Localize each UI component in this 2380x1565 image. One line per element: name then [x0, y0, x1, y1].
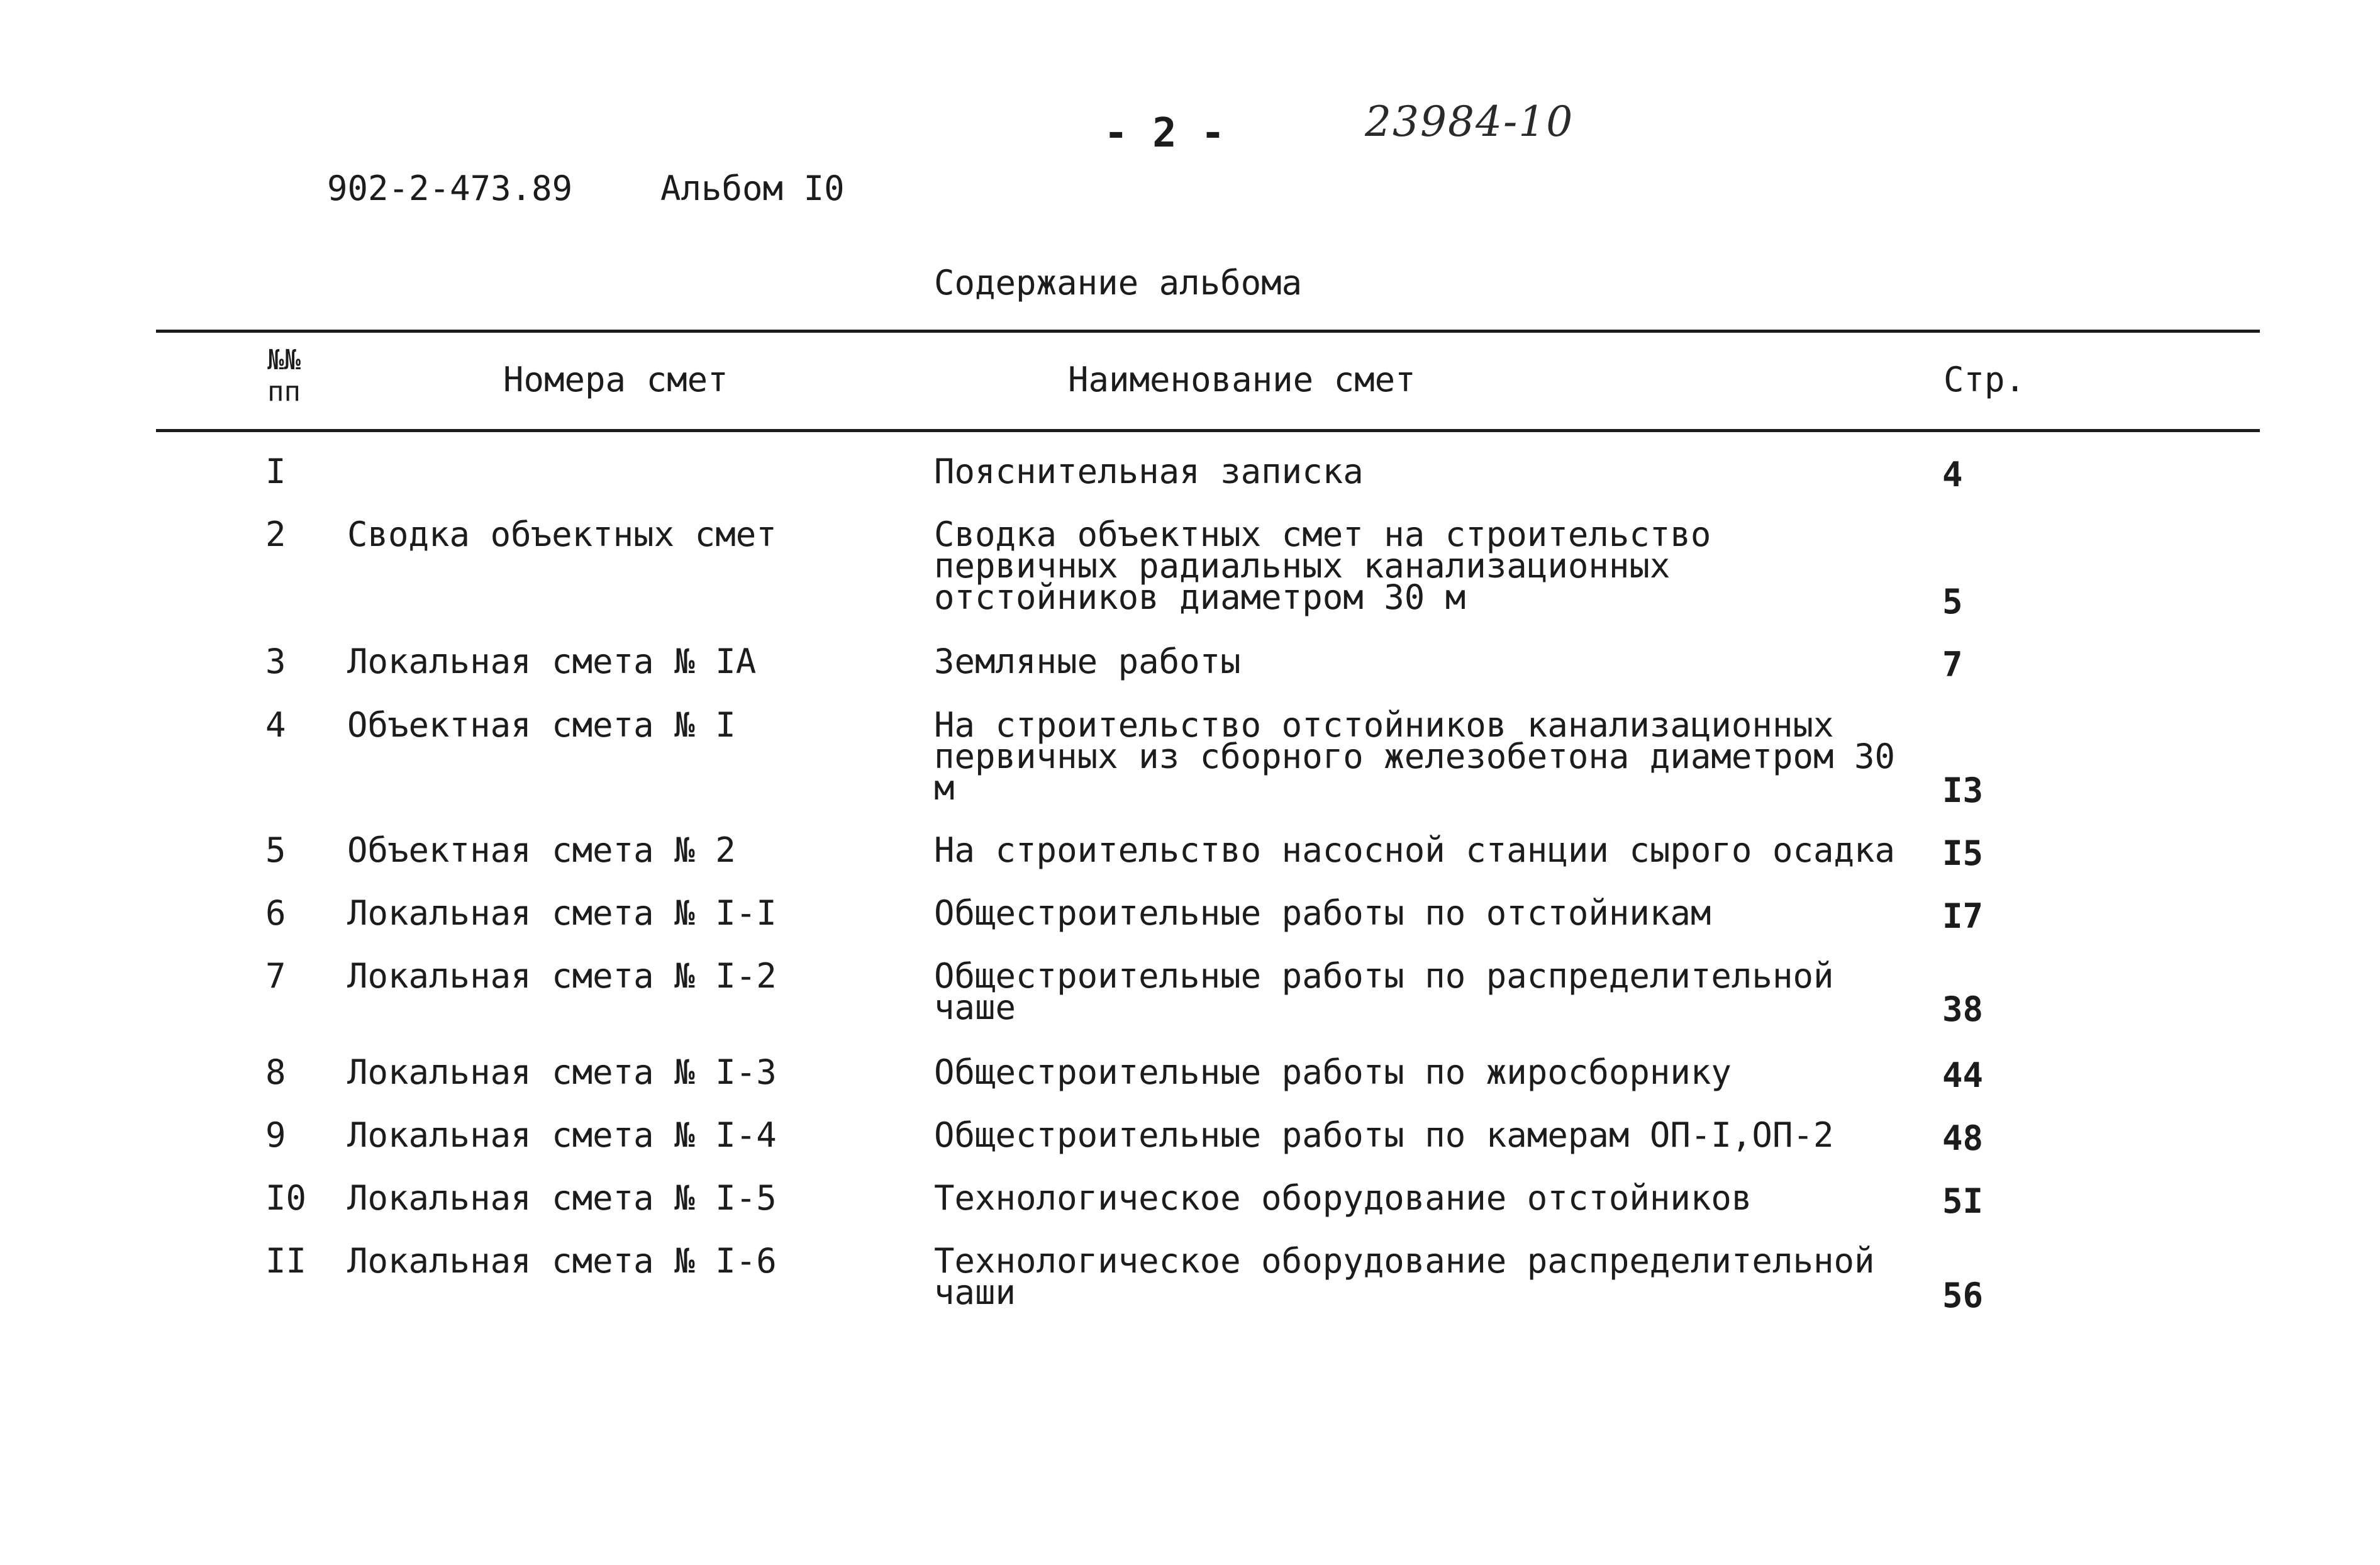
row-2-number: 2	[265, 515, 286, 554]
row-5-name: На строительство насосной станции сырого осадка	[934, 830, 1896, 870]
column-header-number: №№ пп	[267, 344, 301, 408]
row-10-number: I0	[265, 1178, 307, 1218]
row-9-code: Локальная смета № I-4	[347, 1115, 777, 1155]
row-6-name: Общестроительные работы по отстойникам	[934, 893, 1711, 933]
row-1-page: 4	[1942, 455, 1963, 494]
column-header-name: Наименование смет	[1068, 360, 1416, 399]
row-1-number: I	[265, 452, 286, 491]
table-top-rule	[156, 330, 2260, 333]
row-7-number: 7	[265, 956, 286, 996]
row-3-page: 7	[1942, 645, 1963, 684]
row-4-page: I3	[1942, 771, 1984, 810]
handwritten-number: 23984-10	[1365, 97, 1574, 146]
row-8-code: Локальная смета № I-3	[347, 1052, 777, 1092]
row-4-number: 4	[265, 705, 286, 745]
row-2-page: 5	[1942, 582, 1963, 621]
row-3-name: Земляные работы	[934, 642, 1241, 681]
row-11-code: Локальная смета № I-6	[347, 1241, 777, 1281]
row-9-name: Общестроительные работы по камерам ОП-I,ОП-2	[934, 1115, 1834, 1155]
row-7-code: Локальная смета № I-2	[347, 956, 777, 996]
page-number: - 2 -	[1104, 110, 1225, 157]
row-9-number: 9	[265, 1115, 286, 1155]
row-10-page: 5I	[1942, 1181, 1984, 1221]
row-6-number: 6	[265, 893, 286, 933]
row-5-code: Объектная смета № 2	[347, 830, 736, 870]
row-7-page: 38	[1942, 989, 1984, 1029]
row-10-name: Технологическое оборудование отстойников	[934, 1178, 1752, 1218]
row-9-page: 48	[1942, 1118, 1984, 1158]
row-6-code: Локальная смета № I-I	[347, 893, 777, 933]
row-4-name: На строительство отстойников канализационных первичных из сборного железобетона диаметром 30 м	[934, 705, 1896, 808]
row-6-page: I7	[1942, 896, 1984, 936]
row-11-page: 56	[1942, 1276, 1984, 1315]
section-title: Содержание альбома	[934, 263, 1303, 303]
row-4-code: Объектная смета № I	[347, 705, 736, 745]
row-8-page: 44	[1942, 1055, 1984, 1095]
document-code: 902-2-473.89	[327, 169, 573, 208]
row-3-code: Локальная смета № IA	[347, 642, 757, 681]
row-8-number: 8	[265, 1052, 286, 1092]
column-header-code: Номера смет	[503, 360, 728, 399]
row-5-number: 5	[265, 830, 286, 870]
row-2-name: Сводка объектных смет на строительство первичных радиальных канализационных отстойников диаметром 30 м	[934, 515, 1711, 617]
table-header-rule	[156, 429, 2260, 432]
row-3-number: 3	[265, 642, 286, 681]
row-11-name: Технологическое оборудование распределительной чаши	[934, 1241, 1875, 1312]
column-header-page: Стр.	[1943, 360, 2026, 399]
row-2-code: Сводка объектных смет	[347, 515, 777, 554]
row-1-name: Пояснительная записка	[934, 452, 1364, 491]
row-11-number: II	[265, 1241, 307, 1281]
row-7-name: Общестроительные работы по распределительной чаше	[934, 956, 1834, 1027]
row-10-code: Локальная смета № I-5	[347, 1178, 777, 1218]
row-5-page: I5	[1942, 833, 1984, 873]
album-label: Альбом I0	[660, 169, 845, 208]
row-8-name: Общестроительные работы по жиросборнику	[934, 1052, 1732, 1092]
